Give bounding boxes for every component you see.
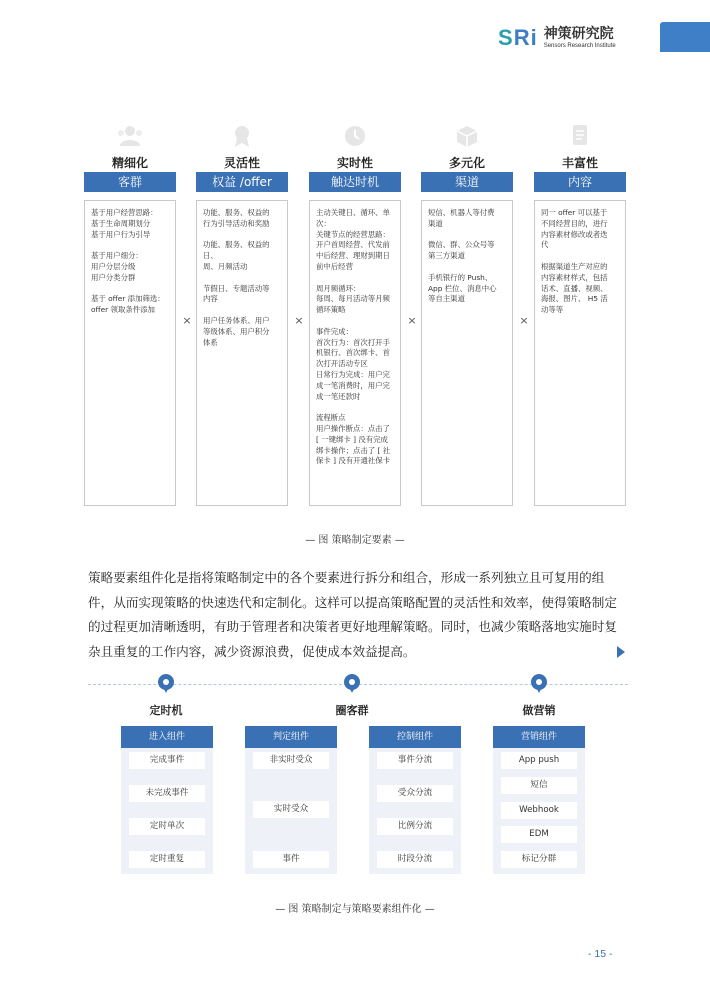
cube-icon [452, 124, 482, 148]
column-body: 主动关键日、循环、单 次： 关键节点的经营思路： 开户首周经营、代发前 中后经营、理财到期日 前中后经营 周月频循环： 每周、每月活动等月频 循环策略 事件完成： 首次行为：首次打开手 机银行、首次绑卡、首 次打开活动专区 日常行为完成：用户完 成一笔消费时，用户完 成一笔还款时 流程断点 用户操作断点：点击了 [ 一键绑卡 ] 没有完成 绑卡操作；点击了 [ 社 保卡 ] 没有开通社保卡 [309, 200, 401, 506]
times-separator: × [182, 314, 192, 327]
component-item: 未完成事件 [129, 785, 205, 802]
page-number: - 15 - [588, 948, 613, 960]
component-item: 完成事件 [129, 752, 205, 769]
component-item: EDM [501, 826, 577, 843]
body-paragraph: 策略要素组件化是指将策略制定中的各个要素进行拆分和组合，形成一系列独立且可复用的组件，从而实现策略的快速迭代和定制化。这样可以提高策略配置的灵活性和效率，使得策略制定的过程更加清晰透明，有助于管理者和决策者更好地理解策略。同时，也减少策略落地实施时复杂且重复的工作内容，减少资源浪费，促使成本效益提高。 [88, 570, 617, 659]
document-icon [565, 124, 595, 148]
column-header: 触达时机 [309, 172, 401, 192]
users-icon [115, 124, 145, 148]
sri-logo [498, 24, 616, 52]
component-item: 非实时受众 [253, 752, 329, 769]
column-header: 客群 [84, 172, 176, 192]
column-body: 基于用户经营思路： 基于生命周期划分 基于用户行为引导 基于用户细分： 用户分层分级 用户分类分群 基于 offer 添加筛选： offer 领取条件添加 [84, 200, 176, 506]
arrow-marker-icon [617, 646, 625, 658]
column-body: 同一 offer 可以基于 不同经营目的，进行 内容素材修改或者迭 代 根据渠道生产对应的 内容素材样式，包括 话术、直播、视频、 海报、图片、 H5 活 动等等 [534, 200, 626, 506]
corner-tab-decoration [660, 22, 710, 52]
column-header: 渠道 [421, 172, 513, 192]
figure-caption: — 图 策略制定与策略要素组件化 — [275, 904, 435, 915]
component-item: 事件 [253, 851, 329, 868]
component-item: 实时受众 [253, 801, 329, 818]
column-header: 权益 /offer [196, 172, 288, 192]
column-body: 功能、服务、权益的 行为引导活动和奖励 功能、服务、权益的日、 周、月频活动 节假日、专题活动等 内容 用户任务体系、用户 等级体系、用户积分 体系 [196, 200, 288, 506]
logo-mark: SRi [498, 25, 538, 50]
component-header: 营销组件 [493, 726, 585, 748]
column-title: 灵活性 [223, 156, 260, 170]
component-column [493, 726, 585, 874]
component-header: 进入组件 [121, 726, 213, 748]
component-item: App push [501, 752, 577, 769]
component-item: 短信 [501, 777, 577, 794]
component-header: 判定组件 [245, 726, 337, 748]
location-pin-icon [531, 674, 547, 690]
column-header: 内容 [534, 172, 626, 192]
location-pin-icon [158, 674, 174, 690]
component-item: 时段分流 [377, 851, 453, 868]
component-item: 定时单次 [129, 818, 205, 835]
component-item: 标记分群 [501, 851, 577, 868]
group-label: 圈客群 [335, 704, 369, 717]
org-name-en: Sensors Research Institute [543, 42, 616, 49]
clock-icon [340, 124, 370, 148]
component-header: 控制组件 [369, 726, 461, 748]
location-pin-icon [344, 674, 360, 690]
component-item: 受众分流 [377, 785, 453, 802]
group-label: 做营销 [522, 704, 556, 717]
component-item: 比例分流 [377, 818, 453, 835]
column-title: 多元化 [448, 156, 485, 170]
column-title: 丰富性 [561, 156, 598, 170]
component-column [121, 726, 213, 874]
figure-caption: — 图 策略制定要素 — [305, 535, 405, 546]
column-title: 精细化 [111, 156, 148, 170]
org-name-cn: 神策研究院 [543, 25, 614, 42]
component-column [245, 726, 337, 874]
column-title: 实时性 [336, 156, 373, 170]
component-item: Webhook [501, 802, 577, 819]
component-column [369, 726, 461, 874]
column-body: 短信、机器人等付费 渠道 微信、群、公众号等 第三方渠道 手机银行的 Push、 App 栏位、消息中心 等自主渠道 [421, 200, 513, 506]
component-item: 定时重复 [129, 851, 205, 868]
badge-icon [227, 124, 257, 148]
component-item: 事件分流 [377, 752, 453, 769]
times-separator: × [294, 314, 304, 327]
times-separator: × [407, 314, 417, 327]
times-separator: × [519, 314, 529, 327]
group-label: 定时机 [149, 704, 183, 717]
